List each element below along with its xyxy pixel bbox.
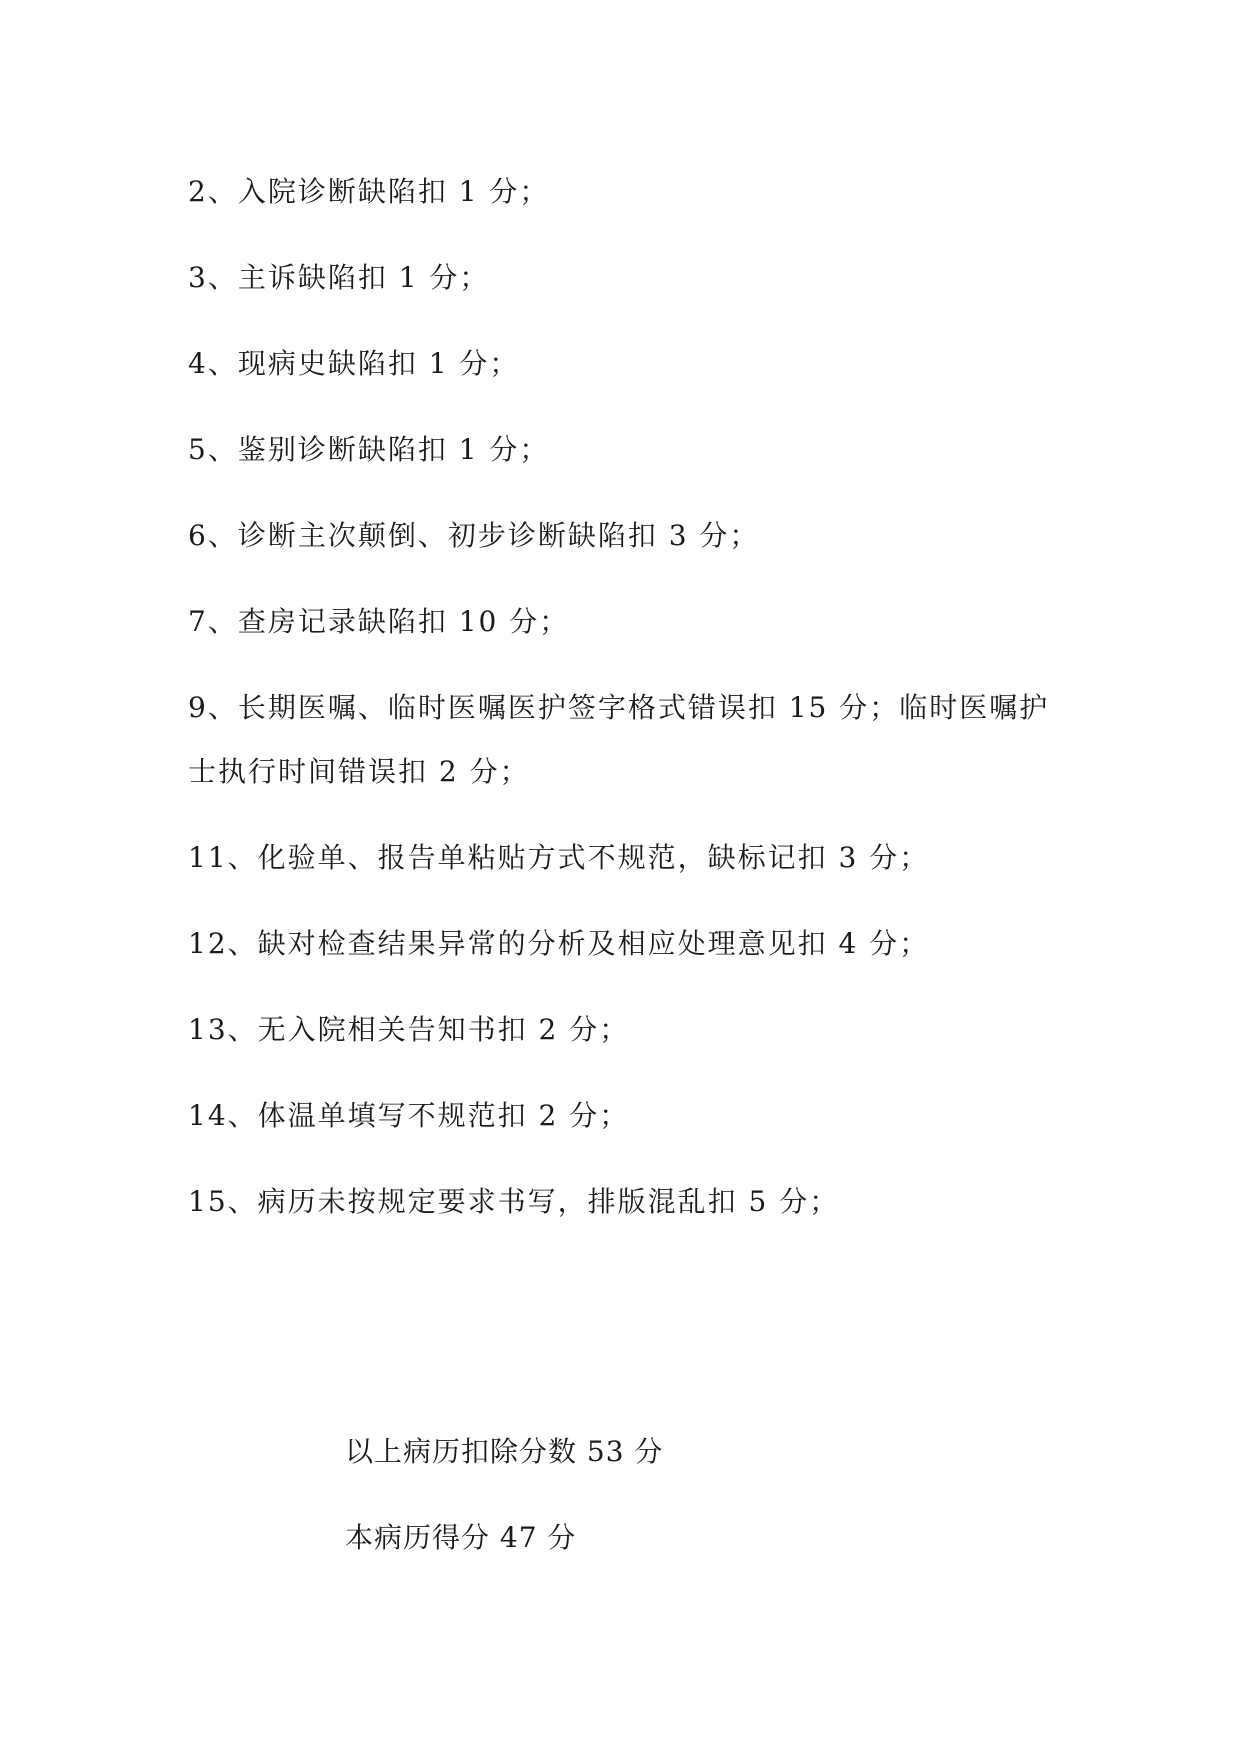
list-item: 14、体温单填写不规范扣 2 分； (188, 1099, 630, 1132)
list-item: 6、诊断主次颠倒、初步诊断缺陷扣 3 分； (188, 519, 760, 552)
list-item: 2、入院诊断缺陷扣 1 分； (188, 175, 550, 208)
final-score: 本病历得分 47 分 (345, 1521, 577, 1554)
deduction-list (188, 160, 1068, 1256)
list-item: 12、缺对检查结果异常的分析及相应处理意见扣 4 分； (188, 927, 930, 960)
list-item: 5、鉴别诊断缺陷扣 1 分； (188, 433, 550, 466)
list-item: 3、主诉缺陷扣 1 分； (188, 261, 490, 294)
list-item: 11、化验单、报告单粘贴方式不规范，缺标记扣 3 分； (188, 841, 930, 874)
deducted-total: 以上病历扣除分数 53 分 (345, 1435, 664, 1468)
list-item: 9、长期医嘱、临时医嘱医护签字格式错误扣 15 分；临时医嘱护士执行时间错误扣 2 分； (188, 691, 1050, 788)
list-item: 7、查房记录缺陷扣 10 分； (188, 605, 570, 638)
score-summary (345, 1430, 1045, 1602)
list-item: 4、现病史缺陷扣 1 分； (188, 347, 520, 380)
list-item: 13、无入院相关告知书扣 2 分； (188, 1013, 630, 1046)
list-item: 15、病历未按规定要求书写，排版混乱扣 5 分； (188, 1185, 840, 1218)
